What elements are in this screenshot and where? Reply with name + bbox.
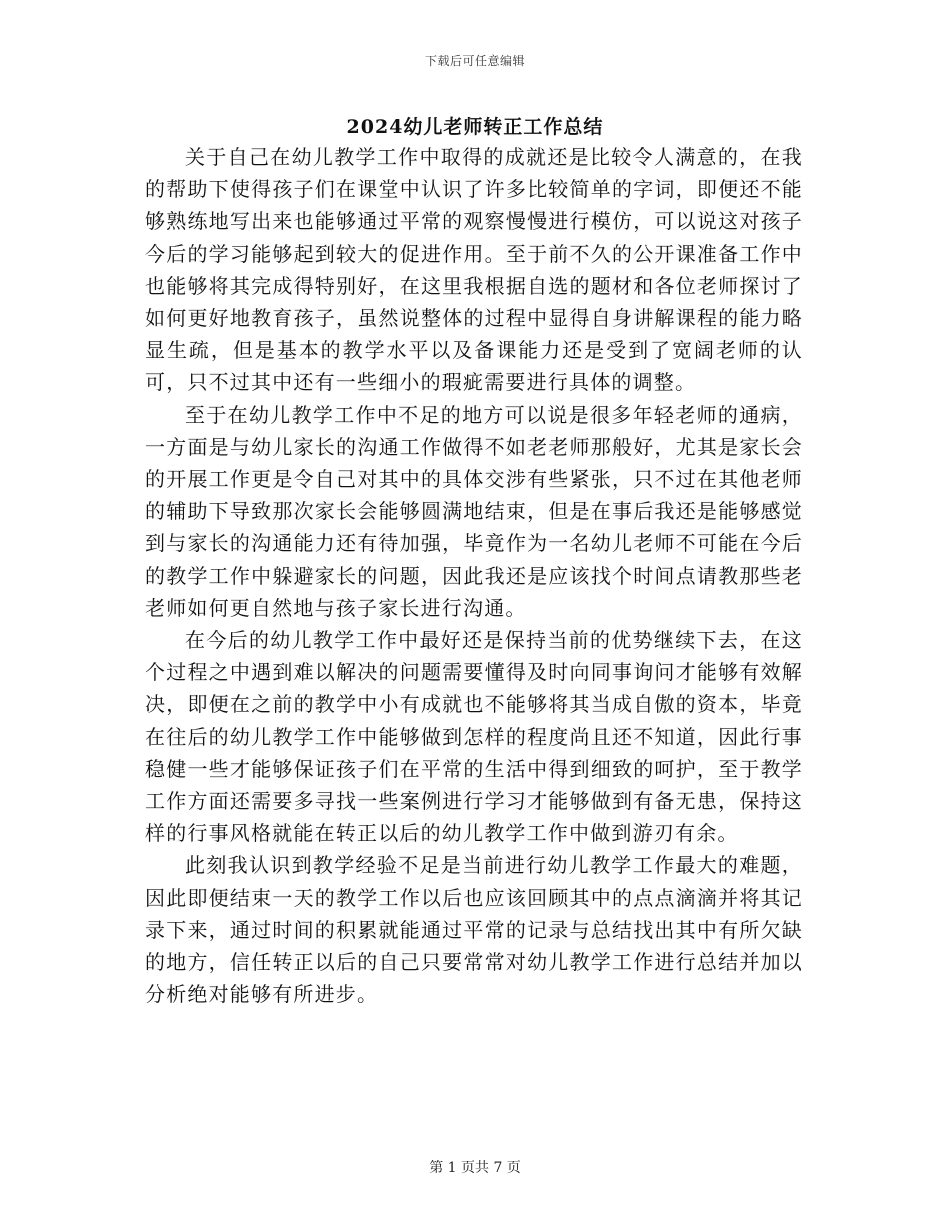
document-body [145,141,803,1010]
page-number: 第 1 页共 7 页 [429,1160,521,1176]
paragraph: 关于自己在幼儿教学工作中取得的成就还是比较令人满意的，在我的帮助下使得孩子们在课堂中认识了许多比较简单的字词，即便还不能够熟练地写出来也能够通过平常的观察慢慢进行模仿，可以说这对孩子今后的学习能够起到较大的促进作用。至于前不久的公开课准备工作中也能够将其完成得特别好，在这里我根据自选的题材和各位老师探讨了如何更好地教育孩子，虽然说整体的过程中显得自身讲解课程的能力略显生疏，但是基本的教学水平以及备课能力还是受到了宽阔老师的认可，只不过其中还有一些细小的瑕疵需要进行具体的调整。 [145,145,803,395]
header-note: 下载后可任意编辑 [424,54,525,68]
paragraph: 在今后的幼儿教学工作中最好还是保持当前的优势继续下去，在这个过程之中遇到难以解决的问题需要懂得及时向同事询问才能够有效解决，即便在之前的教学中小有成就也不能够将其当成自傲的资本，毕竟在往后的幼儿教学工作中能够做到怎样的程度尚且还不知道，因此行事稳健一些才能够保证孩子们在平常的生活中得到细致的呵护，至于教学工作方面还需要多寻找一些案例进行学习才能够做到有备无患，保持这样的行事风格就能在转正以后的幼儿教学工作中做到游刃有余。 [145,628,803,846]
paragraph: 至于在幼儿教学工作中不足的地方可以说是很多年轻老师的通病，一方面是与幼儿家长的沟通工作做得不如老老师那般好，尤其是家长会的开展工作更是令自己对其中的具体交涉有些紧张，只不过在其他老师的辅助下导致那次家长会能够圆满地结束，但是在事后我还是能够感觉到与家长的沟通能力还有待加强，毕竟作为一名幼儿老师不可能在今后的教学工作中躲避家长的问题，因此我还是应该找个时间点请教那些老老师如何更自然地与孩子家长进行沟通。 [145,402,803,620]
document-title: 2024幼儿老师转正工作总结 [346,116,604,138]
paragraph: 此刻我认识到教学经验不足是当前进行幼儿教学工作最大的难题，因此即便结束一天的教学工作以后也应该回顾其中的点点滴滴并将其记录下来，通过时间的积累就能通过平常的记录与总结找出其中有所欠缺的地方，信任转正以后的自己只要常常对幼儿教学工作进行总结并加以分析绝对能够有所进步。 [145,853,803,1007]
